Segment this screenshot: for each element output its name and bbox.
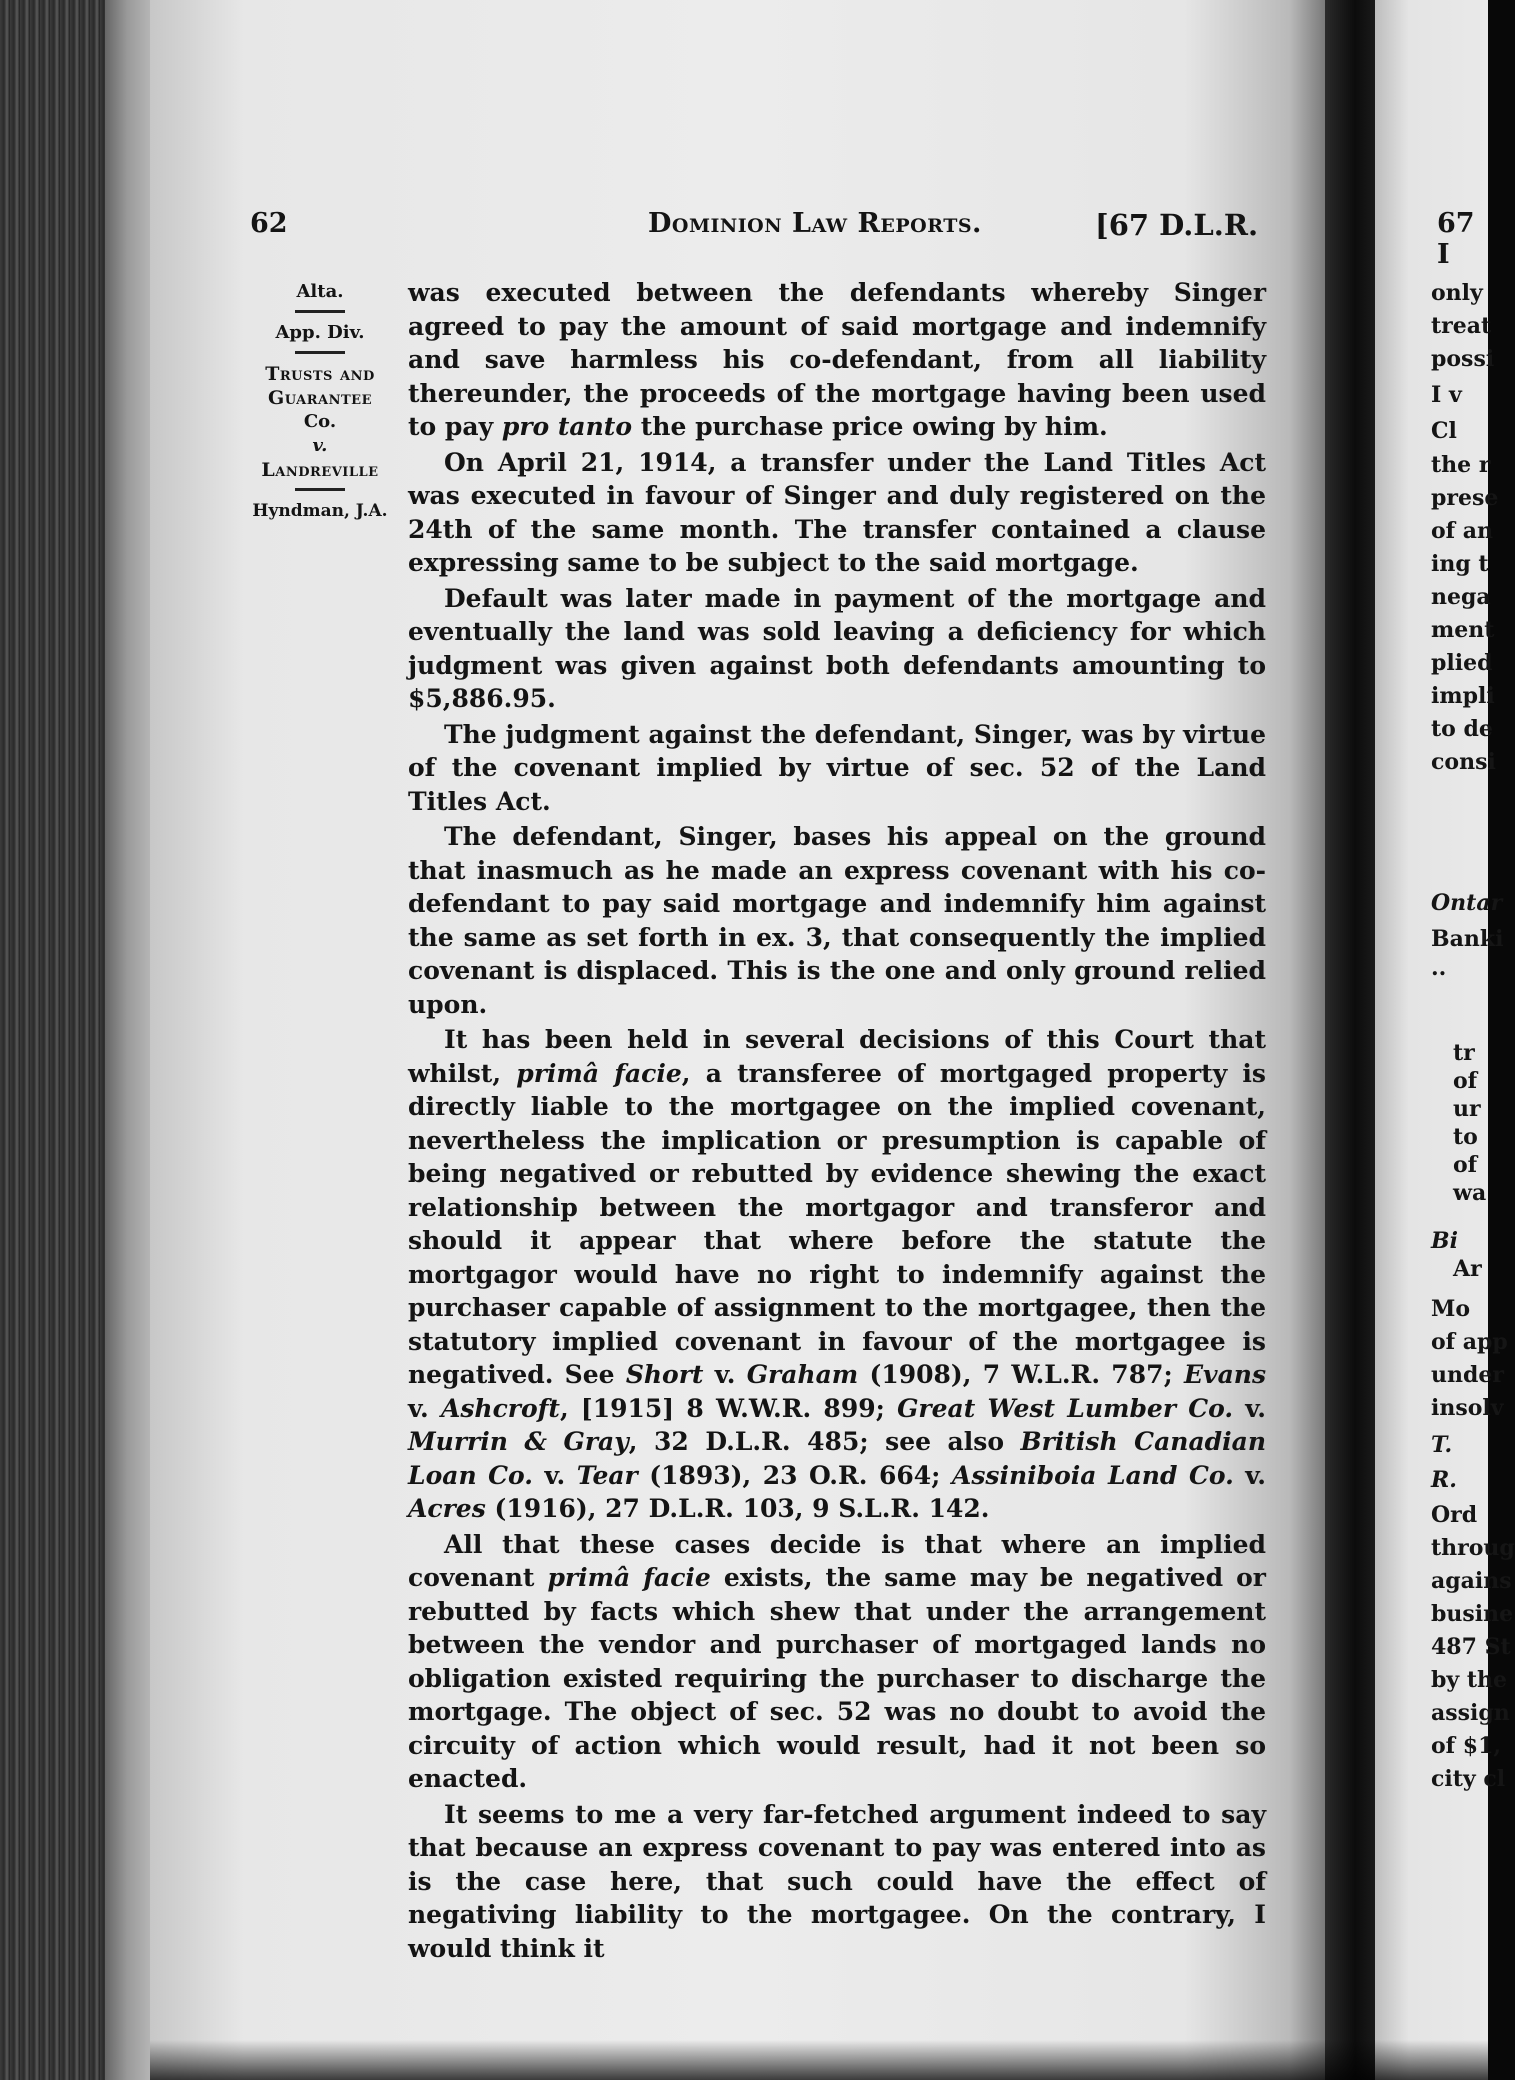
paragraph-text: v.	[1233, 1393, 1266, 1423]
facing-page-line: T.	[1431, 1432, 1453, 1458]
facing-page-line: treat	[1431, 313, 1492, 339]
paragraph-text: v.	[532, 1460, 577, 1490]
facing-page-line: of $1,	[1431, 1733, 1502, 1759]
facing-page-line: Ontar	[1431, 890, 1503, 916]
facing-page-line: plied	[1431, 650, 1493, 676]
italic-citation: pro tanto	[501, 412, 633, 441]
italic-citation: primâ facie	[516, 1058, 682, 1088]
book-gutter	[1325, 0, 1375, 2080]
paragraph-text: (1908), 7 W.L.R. 787;	[858, 1360, 1184, 1389]
italic-citation: Acres	[408, 1494, 486, 1523]
facing-page-line: only	[1431, 280, 1483, 306]
sidenote-judge: Hyndman, J.A.	[252, 501, 388, 521]
facing-page-line: Ar	[1453, 1256, 1482, 1282]
facing-page-line: possi	[1431, 346, 1495, 372]
paragraph-text: Default was later made in payment of the mortgage and eventually the land was sold leaving a deficiency for which judgment was given against both defendants amounting to $5,886.95.	[408, 583, 1266, 713]
facing-page-line: to	[1453, 1124, 1478, 1150]
facing-page-line: 487 St	[1431, 1634, 1511, 1660]
facing-page-line: R.	[1431, 1467, 1457, 1493]
paragraph-text: v.	[408, 1393, 441, 1423]
facing-page-line: agains	[1431, 1568, 1512, 1594]
sidenote-province: Alta.	[296, 281, 344, 302]
italic-citation: Assiniboia Land Co.	[951, 1460, 1234, 1490]
sidenote-party2: Landreville	[261, 459, 379, 481]
paragraph	[408, 718, 1266, 819]
paragraph-text: It seems to me a very far-fetched argument indeed to say that because an express covenant to pay was entered into as is the case here, that such could have the effect of negativing liability to the mortgagee. On the contrary, I would think it	[408, 1799, 1266, 1963]
paragraph	[408, 1023, 1266, 1526]
paragraph-text: The defendant, Singer, bases his appeal on the ground that inasmuch as he made an express covenant with his co-defendant to pay said mortgage and indemnify him against the same as set forth in ex. 3, that consequently the implied covenant is displaced. This is the one and only ground relied upon.	[408, 822, 1266, 1019]
sidenote-rule	[295, 488, 345, 491]
sidenote-party1-line1: Trusts and	[265, 363, 375, 385]
facing-page-line: of	[1453, 1068, 1478, 1094]
paragraph-text: , 32 D.L.R. 485; see also	[628, 1427, 1021, 1456]
paragraph	[408, 1798, 1266, 1966]
sidenote-rule	[295, 351, 345, 354]
italic-citation: Ashcroft	[440, 1393, 560, 1423]
facing-page-line: the r	[1431, 452, 1491, 478]
paragraph-text: (1893), 23 O.R. 664;	[637, 1460, 952, 1490]
paragraph-text: , a transferee of mortgaged property is directly liable to the mortgagee on the implied covenant, nevertheless the implication or presumption is capable of being negatived or rebutted by evidence shewing the exact relationship between the mortgagor and transferor and should it appear that where before the statute the mortgagor would have no right to indemnify against the purchaser capable of assignment to the mortgagee, then the statutory implied covenant in favour of the mortgagee is negatived. See	[408, 1058, 1266, 1389]
paragraph-text: (1916), 27 D.L.R. 103, 9 S.L.R. 142.	[485, 1494, 990, 1523]
facing-page-line: busine	[1431, 1601, 1514, 1627]
facing-page-line: assign	[1431, 1700, 1510, 1726]
italic-citation: primâ facie	[547, 1563, 711, 1592]
facing-page-line: ing t	[1431, 551, 1489, 577]
facing-page-line: consi	[1431, 749, 1496, 775]
facing-page-line: to de	[1431, 716, 1493, 742]
italic-citation: Murrin & Gray	[408, 1427, 629, 1456]
facing-page-line: ur	[1453, 1096, 1481, 1122]
paragraph-text: It has been held in several decisions of this Court that whilst,	[408, 1025, 1266, 1088]
paragraph-text: exists, the same may be negatived or rebutted by facts which shew that under the arrangement between the vendor and purchaser of mortgaged lands no obligation existed requiring the purchaser to discharge the mortgage. The object of sec. 52 was no doubt to avoid the circuity of action which would result, had it not been so enacted.	[408, 1563, 1266, 1793]
facing-page-header: 67 I	[1437, 208, 1475, 270]
paragraph-text: On April 21, 1914, a transfer under the Land Titles Act was executed in favour of Singer and duly registered on the 24th of the same month. The transfer contained a clause expressing same to be subject to the said mortgage.	[408, 447, 1266, 577]
paragraph-text: The judgment against the defendant, Singer, was by virtue of the covenant implied by virtue of sec. 52 of the Land Titles Act.	[408, 719, 1266, 816]
facing-page-line: Cl	[1431, 418, 1457, 444]
facing-page-line: ..	[1431, 955, 1447, 981]
paragraph-text: was executed between the defendants whereby Singer agreed to pay the amount of said mortgage and indemnify and save harmless his co-defendant, from all liability thereunder, the proceeds of the mortgage having been used to pay	[408, 278, 1266, 441]
facing-page-line: of an	[1431, 518, 1494, 544]
facing-page-line: Bi	[1431, 1228, 1458, 1254]
page-number: 62	[250, 208, 288, 239]
italic-citation: Tear	[576, 1460, 638, 1490]
italic-citation: Evans	[1183, 1360, 1267, 1389]
facing-page-line: Ord	[1431, 1502, 1478, 1528]
facing-page-fragment	[1375, 0, 1515, 2080]
judgment-body-text	[408, 276, 1266, 1967]
paragraph	[408, 276, 1266, 444]
sidenote-rule	[295, 310, 345, 313]
facing-page-line: insolv	[1431, 1395, 1504, 1421]
facing-page-line: prese	[1431, 485, 1499, 511]
italic-citation: Short	[625, 1360, 704, 1389]
book-page-edges	[0, 0, 150, 2080]
bottom-shadow	[150, 2040, 1488, 2080]
italic-citation: Great West Lumber Co.	[897, 1393, 1234, 1423]
paragraph-text: All that these cases decide is that where an implied covenant	[408, 1529, 1266, 1592]
left-page	[150, 0, 1325, 2080]
facing-page-line: city cl	[1431, 1766, 1506, 1792]
paragraph-text: , [1915] 8 W.W.R. 899;	[559, 1393, 898, 1423]
paragraph	[408, 1528, 1266, 1796]
paragraph	[408, 582, 1266, 716]
running-head	[150, 208, 1270, 248]
facing-page-line: throug	[1431, 1535, 1515, 1561]
facing-page-line: tr	[1453, 1040, 1475, 1066]
facing-page-line: under	[1431, 1362, 1504, 1388]
case-sidenote	[240, 280, 400, 523]
sidenote-versus: v.	[312, 435, 328, 456]
facing-page-line: Banki	[1431, 926, 1504, 952]
paragraph-text: v.	[1233, 1460, 1267, 1490]
sidenote-court: App. Div.	[275, 322, 365, 343]
sidenote-party1-line3: Co.	[303, 411, 337, 432]
facing-page-line: of	[1453, 1152, 1478, 1178]
facing-page-line: by the	[1431, 1667, 1507, 1693]
facing-page-line: wa	[1453, 1180, 1487, 1206]
paragraph	[408, 446, 1266, 580]
facing-page-line: nega	[1431, 584, 1491, 610]
facing-page-line: of app	[1431, 1329, 1508, 1355]
facing-page-line: I v	[1431, 382, 1462, 408]
italic-citation: Graham	[746, 1360, 859, 1389]
facing-page-line: impli	[1431, 683, 1495, 709]
sidenote-party1-line2: Guarantee	[267, 387, 372, 409]
italic-citation: British Canadian Loan Co.	[408, 1427, 1267, 1490]
paragraph-text: v.	[703, 1360, 747, 1389]
running-title: Dominion Law Reports.	[648, 208, 982, 239]
facing-page-line: ment	[1431, 617, 1495, 643]
paragraph	[408, 820, 1266, 1021]
facing-page-line: Mo	[1431, 1296, 1471, 1322]
paragraph-text: the purchase price owing by him.	[632, 412, 1108, 441]
volume-reference: [67 D.L.R.	[1095, 208, 1259, 242]
